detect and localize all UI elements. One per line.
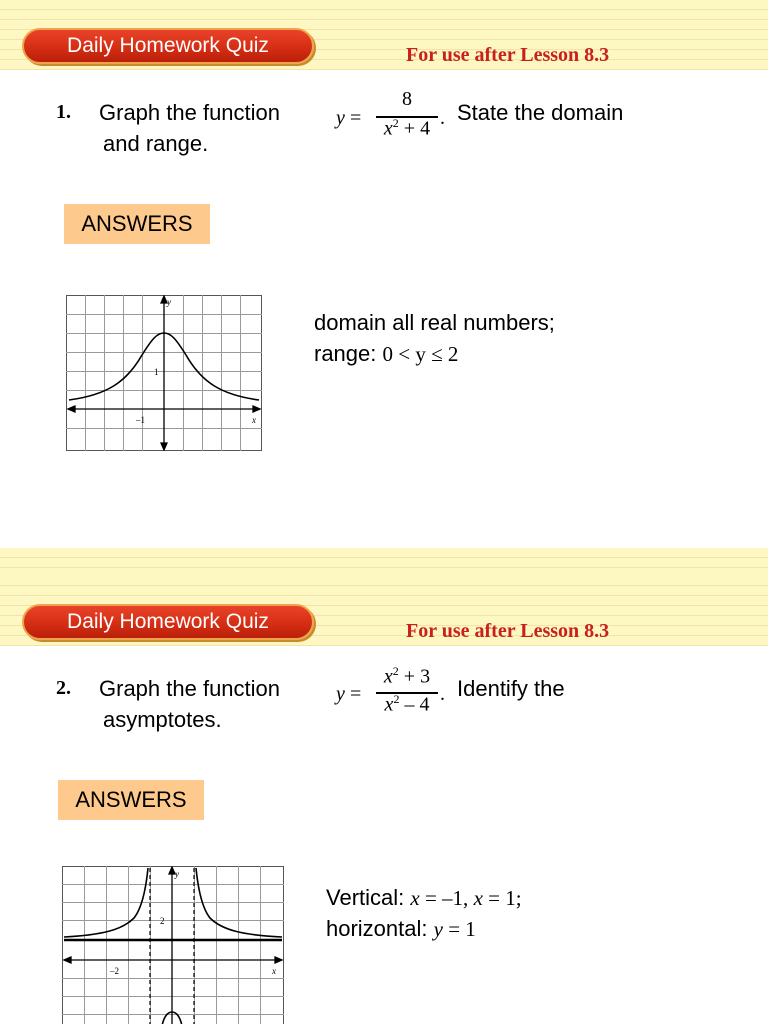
- slide-divider-stripes: [0, 548, 768, 576]
- equation-equals: =: [350, 107, 362, 129]
- answer-line-1: Vertical: x = –1, x = 1;: [326, 885, 522, 910]
- range-value: 0 < y ≤ 2: [382, 342, 459, 366]
- graph-2: [62, 866, 284, 1024]
- answers-label: ANSWERS: [64, 204, 210, 244]
- equation-lhs: y: [336, 107, 345, 129]
- question-text-line2: and range.: [103, 131, 209, 156]
- equation-numerator: $x^2 + 3$: [383, 664, 431, 688]
- lesson-label: For use after Lesson 8.3: [406, 44, 610, 66]
- question-equation: [336, 88, 454, 144]
- lesson-label: For use after Lesson 8.3: [406, 620, 610, 642]
- y-axis-label: y: [175, 869, 179, 879]
- range-label: range:: [314, 341, 377, 366]
- tick-x-label: –2: [110, 966, 119, 976]
- equation-denominator: $x^2 - 4$: [384, 692, 430, 716]
- slide-2: [0, 576, 768, 1024]
- horizontal-label: horizontal:: [326, 916, 428, 941]
- question-text-end: State the domain: [457, 100, 624, 125]
- x-axis-label: x: [272, 966, 276, 976]
- equation-numerator: 8: [402, 88, 412, 110]
- equation-equals: =: [350, 683, 362, 705]
- answer-line-2: [314, 341, 458, 367]
- equation-lhs: y: [336, 683, 345, 705]
- vertical-label: Vertical:: [326, 885, 405, 910]
- equation-period: .: [440, 107, 445, 129]
- graph-frame: [63, 867, 284, 1024]
- x-axis-label: x: [252, 415, 256, 425]
- question-equation: [336, 664, 454, 720]
- answer-line-1: domain all real numbers;: [314, 310, 555, 335]
- answer-line-2: horizontal: y = 1: [326, 916, 476, 941]
- tick-y-label: 1: [154, 367, 159, 377]
- question-text-line2: asymptotes.: [103, 707, 222, 732]
- tick-y-label: 2: [160, 916, 165, 926]
- y-axis-label: y: [167, 297, 171, 307]
- quiz-title-pill: Daily Homework Quiz: [22, 28, 314, 64]
- question-text-end: Identify the: [457, 676, 565, 701]
- answers-label: ANSWERS: [58, 780, 204, 820]
- equation-period: .: [440, 683, 445, 705]
- question-text-start: Graph the function: [99, 676, 281, 701]
- graph-1: [66, 295, 262, 451]
- quiz-title-pill: Daily Homework Quiz: [22, 604, 314, 640]
- question-number: 1.: [56, 101, 71, 123]
- question-number: 2.: [56, 677, 71, 699]
- question-text-start: Graph the function: [99, 100, 281, 125]
- tick-x-label: –1: [136, 415, 145, 425]
- equation-denominator: $x^2 + 4$: [383, 116, 431, 140]
